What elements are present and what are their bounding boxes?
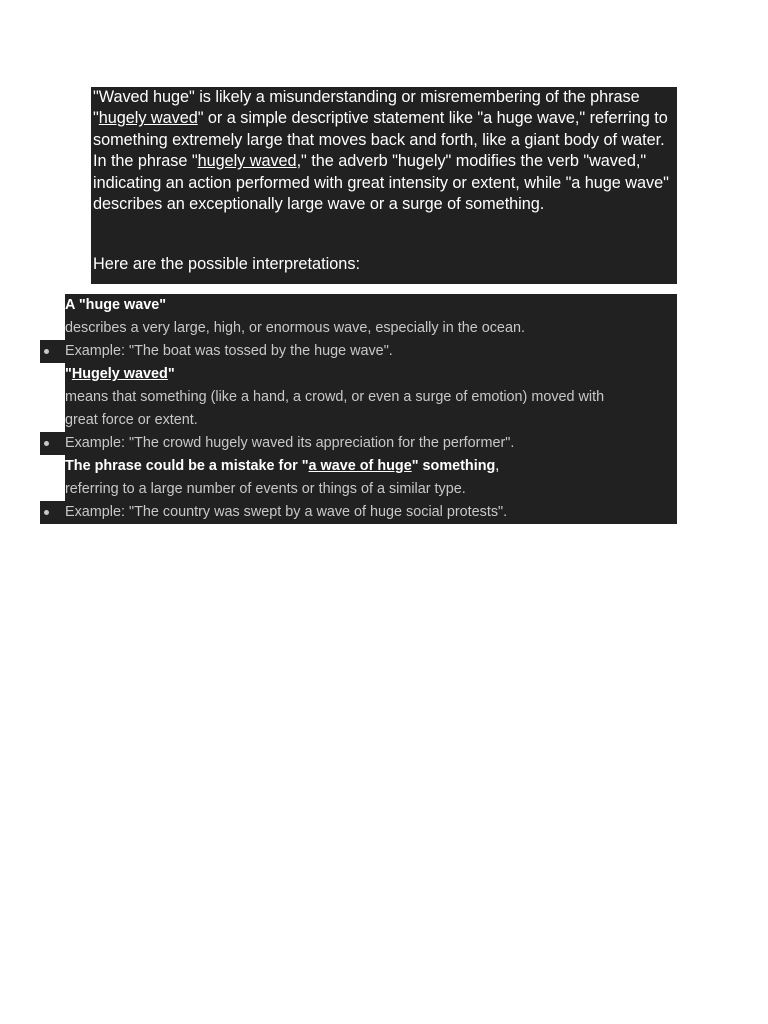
intro-text-part-3: ," the adverb "hugely" modifies the verb "waved," indicating an action performed with great intensity or extent, while "a huge wave" describes an exceptionally large wave or a surge of something. [93, 152, 669, 214]
example-3-text: Example: "The country was swept by a wave of huge social protests". [65, 504, 508, 520]
description-2-line-2: great force or extent. [65, 412, 198, 428]
bullet-icon [44, 441, 49, 446]
intro-block [91, 87, 677, 284]
interpretations-lead: Here are the possible interpretations: [93, 255, 360, 273]
heading-3-text-start: The phrase could be a mistake for " [65, 458, 309, 474]
description-1-line-1: describes a very large, high, or enormous wave, especially in the ocean. [65, 320, 525, 336]
hugely-waved-link-2[interactable]: hugely waved [197, 152, 297, 171]
heading-2-open-quote: " [65, 366, 72, 382]
intro-text-part-1: "Waved huge" is likely a misunderstanding or misremembering of the phrase " [93, 88, 640, 128]
description-3-line-1: referring to a large number of events or things of a similar type. [65, 481, 466, 497]
example-1-text: Example: "The boat was tossed by the huge wave". [65, 343, 393, 359]
example-2-text: Example: "The crowd hugely waved its appreciation for the performer". [65, 435, 515, 451]
hugely-waved-link-1[interactable]: hugely waved [98, 109, 198, 128]
intro-text-part-2: " or a simple descriptive statement like "a huge wave," referring to something extremely large that moves back and forth, like a giant body of water. In the phrase " [93, 109, 668, 171]
hugely-waved-heading-link[interactable]: Hugely waved [71, 366, 168, 382]
heading-2-close-quote: " [167, 366, 175, 382]
description-2-line-1: means that something (like a hand, a crowd, or even a surge of emotion) moved with [65, 389, 605, 405]
bullet-icon [44, 349, 49, 354]
heading-1-text: A "huge wave" [65, 297, 167, 313]
intro-paragraph [93, 87, 675, 215]
heading-3-comma: , [495, 458, 500, 474]
interpretations-list [40, 294, 677, 522]
bullet-icon [44, 510, 49, 515]
wave-of-huge-link[interactable]: a wave of huge [308, 458, 412, 474]
heading-3-text-end: " something [411, 458, 496, 474]
